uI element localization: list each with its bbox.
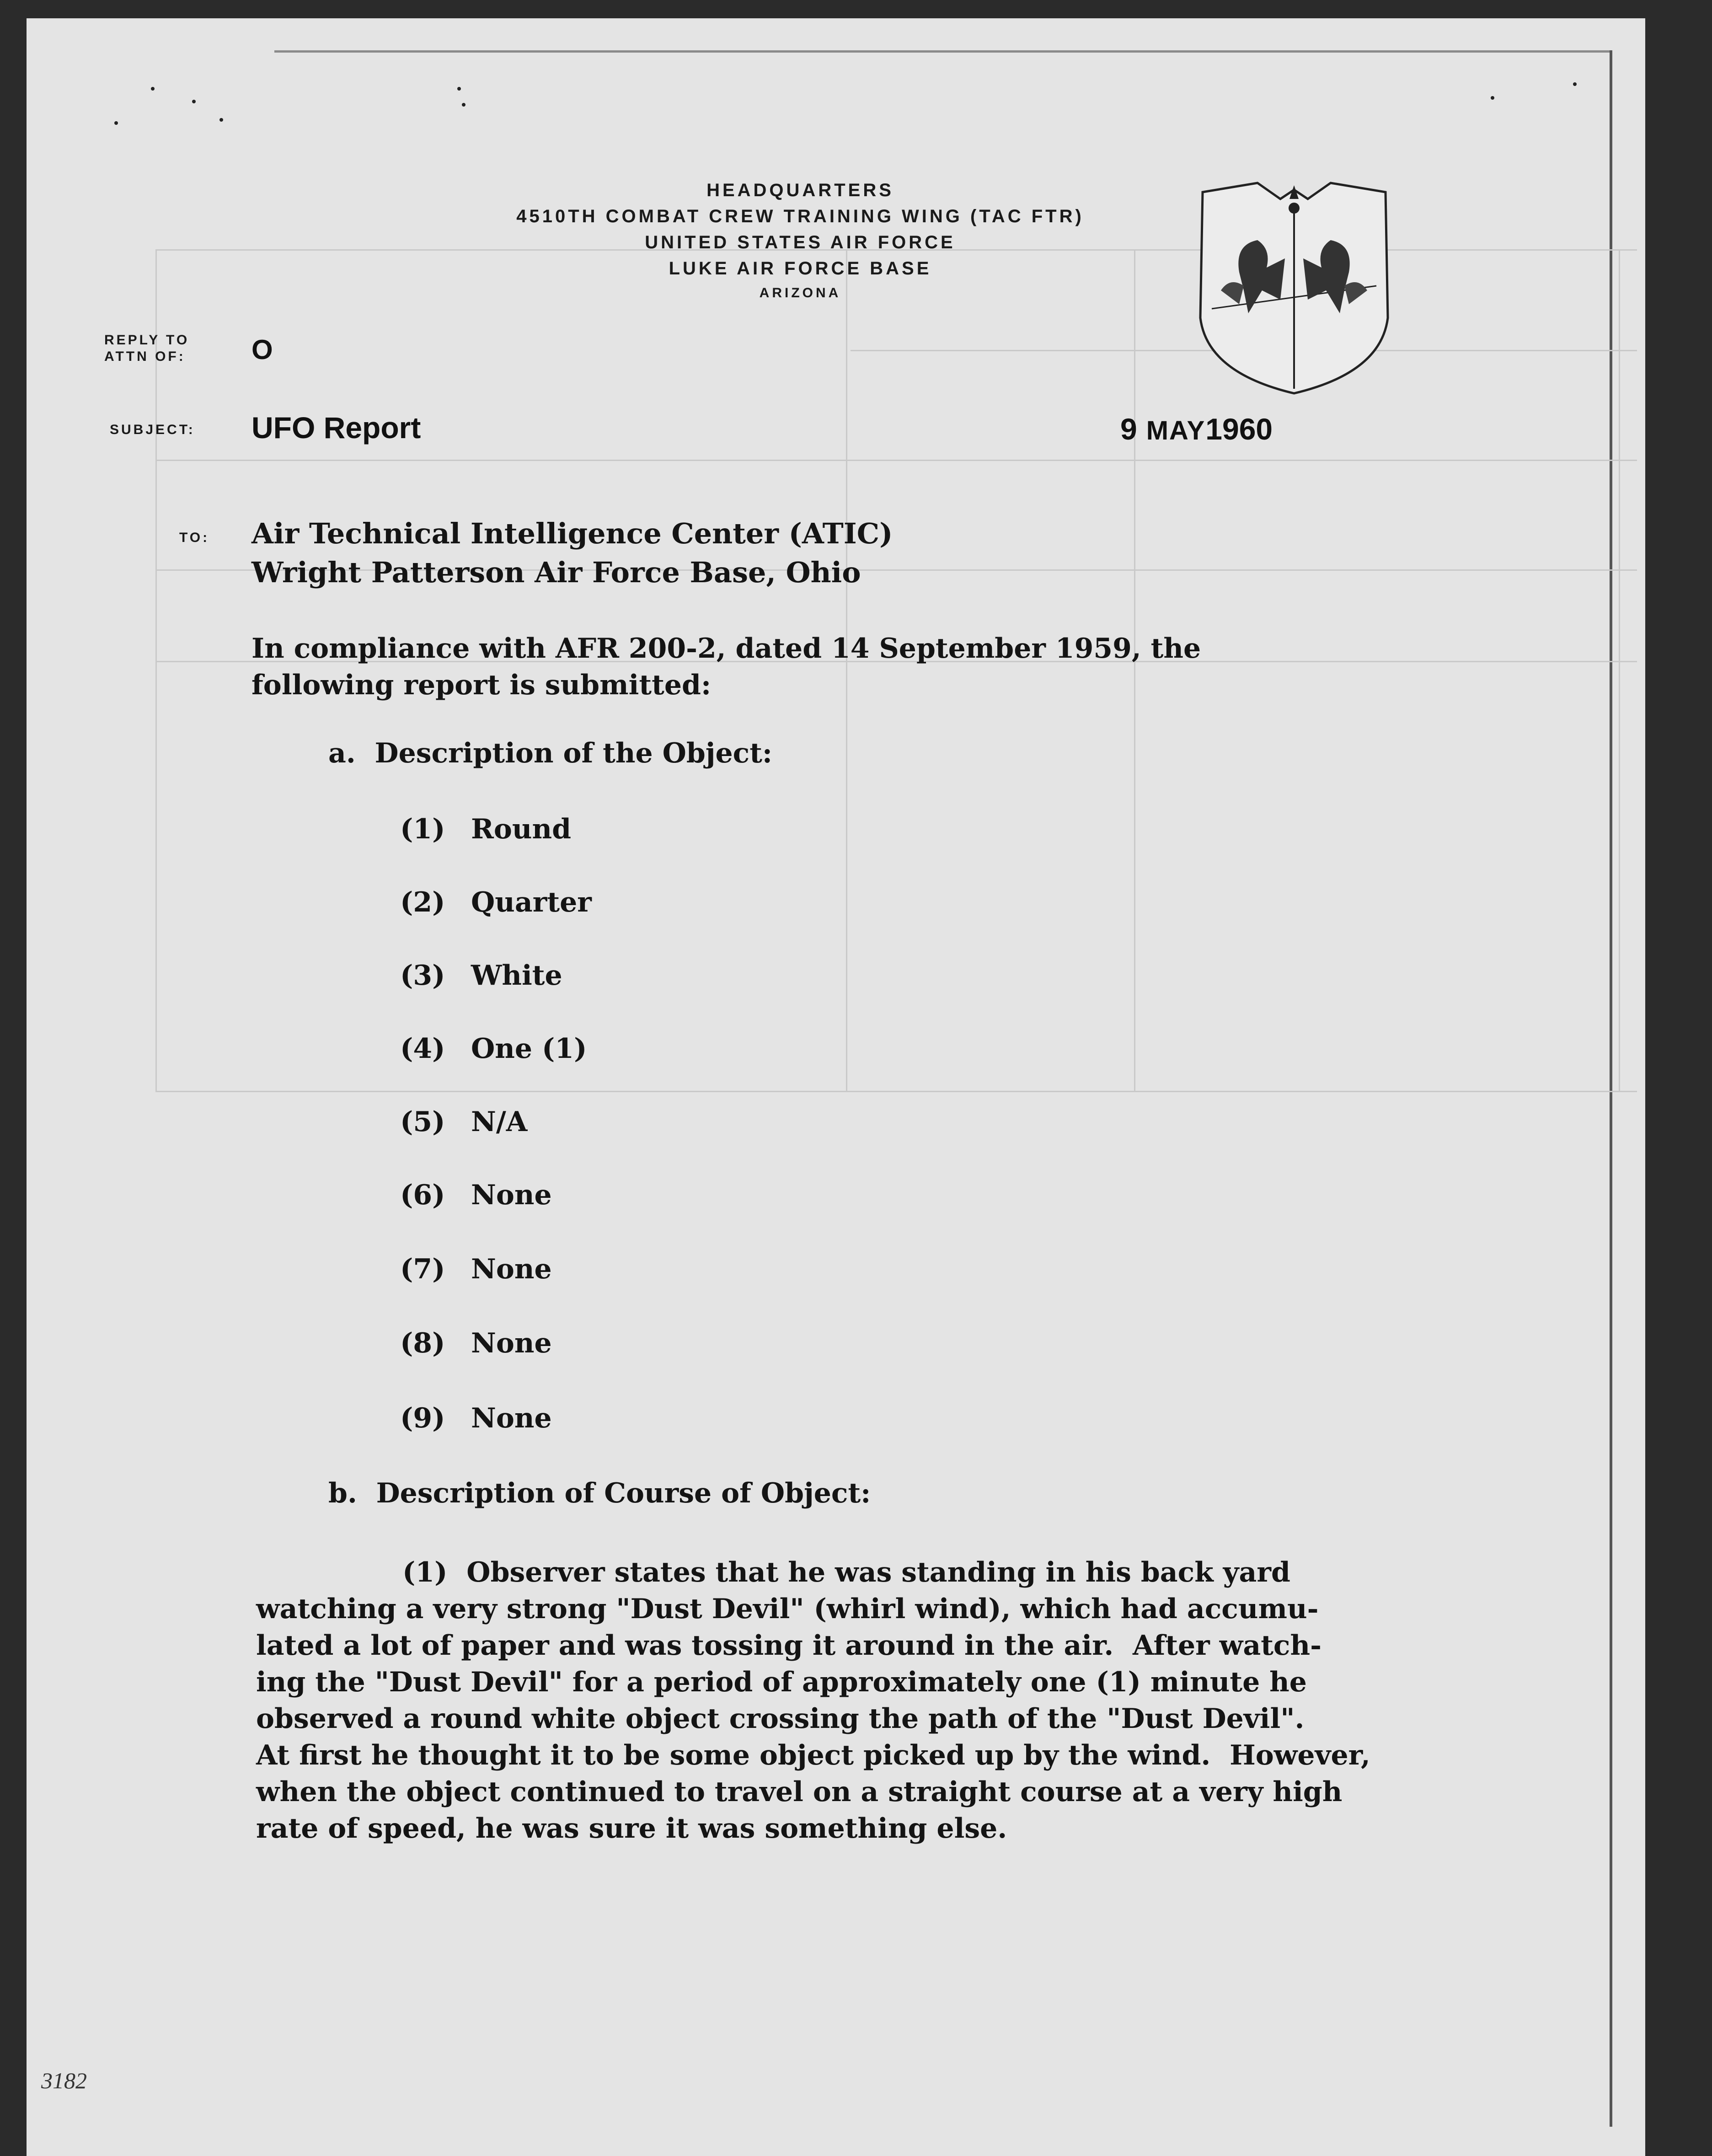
page-border-top	[274, 50, 1610, 53]
letterhead-state: ARIZONA	[759, 285, 841, 300]
dust-speck	[114, 121, 118, 125]
subject-value: UFO Report	[251, 411, 421, 445]
letterhead-wing: 4510TH COMBAT CREW TRAINING WING (TAC FTR)	[516, 206, 1084, 226]
to-line-1: Air Technical Intelligence Center (ATIC)	[251, 517, 893, 550]
dust-speck	[462, 103, 465, 107]
to-label: TO:	[179, 530, 210, 545]
item-value: One (1)	[471, 1033, 587, 1065]
section-b-heading: b. Description of Course of Object:	[328, 1477, 871, 1509]
dust-speck	[1573, 82, 1577, 86]
item-value: Quarter	[471, 886, 592, 918]
reply-to-value: O	[251, 334, 273, 365]
to-line-2: Wright Patterson Air Force Base, Ohio	[251, 556, 861, 589]
item-number: (1)	[400, 813, 445, 845]
dust-speck	[192, 100, 196, 103]
course-paragraph-line: ing the "Dust Devil" for a period of approximately one (1) minute he	[256, 1666, 1307, 1698]
item-number: (3)	[400, 960, 445, 992]
document-date	[1120, 412, 1273, 446]
item-value: None	[471, 1402, 552, 1434]
section-a-heading: a. Description of the Object:	[328, 737, 773, 769]
item-number: (6)	[400, 1179, 445, 1211]
item-number: (7)	[400, 1253, 445, 1285]
course-paragraph-line: watching a very strong "Dust Devil" (whirl wind), which had accumu-	[256, 1593, 1319, 1625]
item-number: (9)	[400, 1402, 445, 1434]
letterhead	[480, 177, 1120, 305]
dust-speck	[151, 87, 155, 91]
wing-crest-shield-icon	[1193, 181, 1395, 396]
subject-label: SUBJECT:	[110, 422, 195, 437]
course-paragraph-line: when the object continued to travel on a straight course at a very high	[256, 1776, 1343, 1808]
item-number: (5)	[400, 1106, 445, 1138]
letterhead-usaf: UNITED STATES AIR FORCE	[645, 232, 956, 252]
date-year: 1960	[1205, 412, 1273, 446]
item-number: (8)	[400, 1327, 445, 1359]
course-paragraph-line: (1) Observer states that he was standing in his back yard	[402, 1556, 1290, 1588]
course-paragraph-line: lated a lot of paper and was tossing it around in the air. After watch-	[256, 1630, 1321, 1662]
item-number: (2)	[400, 886, 445, 918]
intro-line-2: following report is submitted:	[251, 669, 712, 701]
course-paragraph-line: rate of speed, he was sure it was something else.	[256, 1813, 1007, 1845]
date-month: MAY	[1146, 416, 1206, 445]
handwritten-page-number: 3182	[41, 2068, 87, 2093]
item-value: None	[471, 1179, 552, 1211]
reply-to-label: REPLY TO ATTN OF:	[104, 333, 190, 364]
item-value: White	[471, 960, 562, 992]
dust-speck	[1491, 96, 1494, 100]
item-number: (4)	[400, 1033, 445, 1065]
intro-line-1: In compliance with AFR 200-2, dated 14 September 1959, the	[251, 633, 1201, 665]
course-paragraph-line: At first he thought it to be some object picked up by the wind. However,	[256, 1739, 1370, 1771]
item-value: Round	[471, 813, 572, 845]
dust-speck	[457, 87, 461, 91]
letterhead-base: LUKE AIR FORCE BASE	[669, 258, 932, 279]
item-value: None	[471, 1327, 552, 1359]
dust-speck	[219, 118, 223, 122]
date-day: 9	[1120, 412, 1137, 446]
item-value: N/A	[471, 1106, 528, 1138]
course-paragraph-line: observed a round white object crossing the path of the "Dust Devil".	[256, 1703, 1305, 1735]
letterhead-headquarters: HEADQUARTERS	[706, 180, 894, 200]
item-value: None	[471, 1253, 552, 1285]
